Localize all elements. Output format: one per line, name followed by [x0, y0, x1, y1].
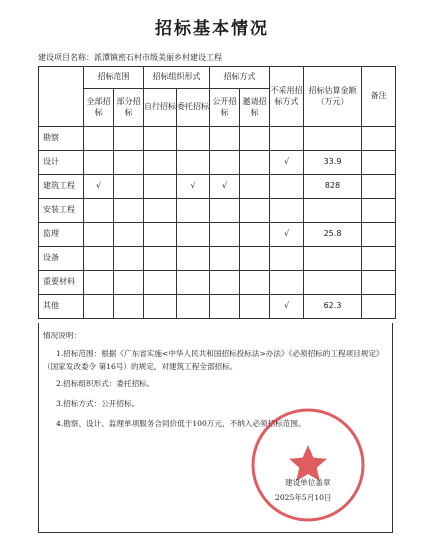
table-cell: [210, 295, 240, 319]
table-cell: [304, 271, 362, 295]
table-cell: [240, 175, 270, 199]
table-cell: [114, 127, 144, 151]
table-cell: [240, 223, 270, 247]
table-cell: √: [270, 295, 304, 319]
table-cell: [270, 271, 304, 295]
table-cell: [240, 271, 270, 295]
table-cell: [270, 247, 304, 271]
note-item: 1.招标范围：根据《广东省实施<中华人民共和国招标投标法>办法》《必须招标的工程项目规定》（国家发改委令 第16号）的规定，对建筑工程全部招标。: [43, 349, 384, 372]
table-cell: [177, 295, 210, 319]
bid-table: [38, 66, 396, 319]
table-row: [39, 271, 396, 295]
table-cell: [362, 127, 396, 151]
table-cell: [114, 295, 144, 319]
header-sub: 委托招标: [177, 89, 210, 127]
table-row: [39, 127, 396, 151]
header-sub: 部分招标: [114, 89, 144, 127]
table-row: [39, 175, 396, 199]
header-row-groups: [39, 67, 396, 89]
table-cell: [210, 271, 240, 295]
table-row: [39, 247, 396, 271]
table-cell: [210, 151, 240, 175]
table-cell: √: [270, 223, 304, 247]
table-row: [39, 223, 396, 247]
official-seal: [248, 405, 368, 525]
row-name: 重要材料: [39, 271, 84, 295]
table-cell: [240, 199, 270, 223]
header-blank: [39, 67, 84, 127]
table-cell: √: [210, 175, 240, 199]
row-name: 设计: [39, 151, 84, 175]
table-cell: [240, 151, 270, 175]
table-cell: [84, 223, 114, 247]
table-cell: [304, 127, 362, 151]
header-sub: 全部招标: [84, 89, 114, 127]
header-sub: 邀请招标: [240, 89, 270, 127]
table-cell: [84, 247, 114, 271]
table-cell: [304, 247, 362, 271]
table-cell: [270, 127, 304, 151]
table-cell: [144, 151, 177, 175]
row-name: 勘察: [39, 127, 84, 151]
table-cell: [84, 271, 114, 295]
table-row: [39, 199, 396, 223]
table-cell: [362, 271, 396, 295]
table-cell: [210, 247, 240, 271]
table-cell: [362, 295, 396, 319]
table-cell: [84, 151, 114, 175]
table-cell: [84, 127, 114, 151]
header-estimate: 招标估算金额（万元）: [304, 67, 362, 127]
table-cell: [114, 199, 144, 223]
table-cell: [177, 223, 210, 247]
table-cell: [210, 127, 240, 151]
table-cell: [177, 199, 210, 223]
table-cell: [144, 271, 177, 295]
notes-title: 情况说明：: [43, 331, 81, 340]
header-sub: 自行招标: [144, 89, 177, 127]
row-name: 安装工程: [39, 199, 84, 223]
table-row: [39, 151, 396, 175]
table-cell: [144, 175, 177, 199]
table-cell: [114, 271, 144, 295]
table-cell: [270, 199, 304, 223]
table-cell: [240, 127, 270, 151]
table-row: [39, 295, 396, 319]
table-cell: [144, 127, 177, 151]
table-cell: 33.9: [304, 151, 362, 175]
header-remark: 备注: [362, 67, 396, 127]
header-org: 招标组织形式: [144, 67, 210, 89]
row-name: 其他: [39, 295, 84, 319]
header-sub: 公开招标: [210, 89, 240, 127]
note-item: 2.招标组织形式：委托招标。: [56, 379, 155, 388]
table-cell: [177, 127, 210, 151]
table-cell: 62.3: [304, 295, 362, 319]
page-title: 招标基本情况: [155, 19, 269, 39]
header-scope: 招标范围: [84, 67, 144, 89]
table-cell: [362, 151, 396, 175]
table-cell: [144, 199, 177, 223]
note-item: 4.勘察、设计、监理单项服务合同价低于100万元，不纳入必须招标范围。: [56, 419, 306, 428]
table-cell: √: [177, 175, 210, 199]
table-cell: [210, 199, 240, 223]
table-cell: [304, 199, 362, 223]
table-cell: √: [84, 175, 114, 199]
table-cell: [84, 295, 114, 319]
table-cell: [114, 175, 144, 199]
note-item: 3.招标方式：公开招标。: [56, 399, 140, 408]
table-cell: [362, 199, 396, 223]
row-name: 监理: [39, 223, 84, 247]
header-not-adopted: 不采用招标方式: [270, 67, 304, 127]
table-cell: [114, 247, 144, 271]
table-cell: [144, 295, 177, 319]
table-cell: [114, 223, 144, 247]
table-cell: [144, 223, 177, 247]
table-cell: [114, 151, 144, 175]
table-cell: [362, 175, 396, 199]
table-cell: [177, 247, 210, 271]
table-cell: [177, 151, 210, 175]
table-cell: [270, 175, 304, 199]
table-cell: 828: [304, 175, 362, 199]
table-cell: [362, 247, 396, 271]
table-cell: [240, 295, 270, 319]
row-name: 设备: [39, 247, 84, 271]
table-cell: [240, 247, 270, 271]
table-cell: [144, 247, 177, 271]
signature-date: 2025年5月10日: [275, 493, 332, 502]
header-method: 招标方式: [210, 67, 270, 89]
seal-star: [289, 445, 327, 481]
table-cell: [177, 271, 210, 295]
table-cell: 25.8: [304, 223, 362, 247]
table-cell: [84, 199, 114, 223]
table-cell: [362, 223, 396, 247]
table-cell: [210, 223, 240, 247]
signature-unit: 建设单位盖章: [285, 478, 331, 487]
row-name: 建筑工程: [39, 175, 84, 199]
project-name: 建设项目名称：派潭镇密石村市级美丽乡村建设工程: [38, 53, 222, 62]
table-cell: √: [270, 151, 304, 175]
